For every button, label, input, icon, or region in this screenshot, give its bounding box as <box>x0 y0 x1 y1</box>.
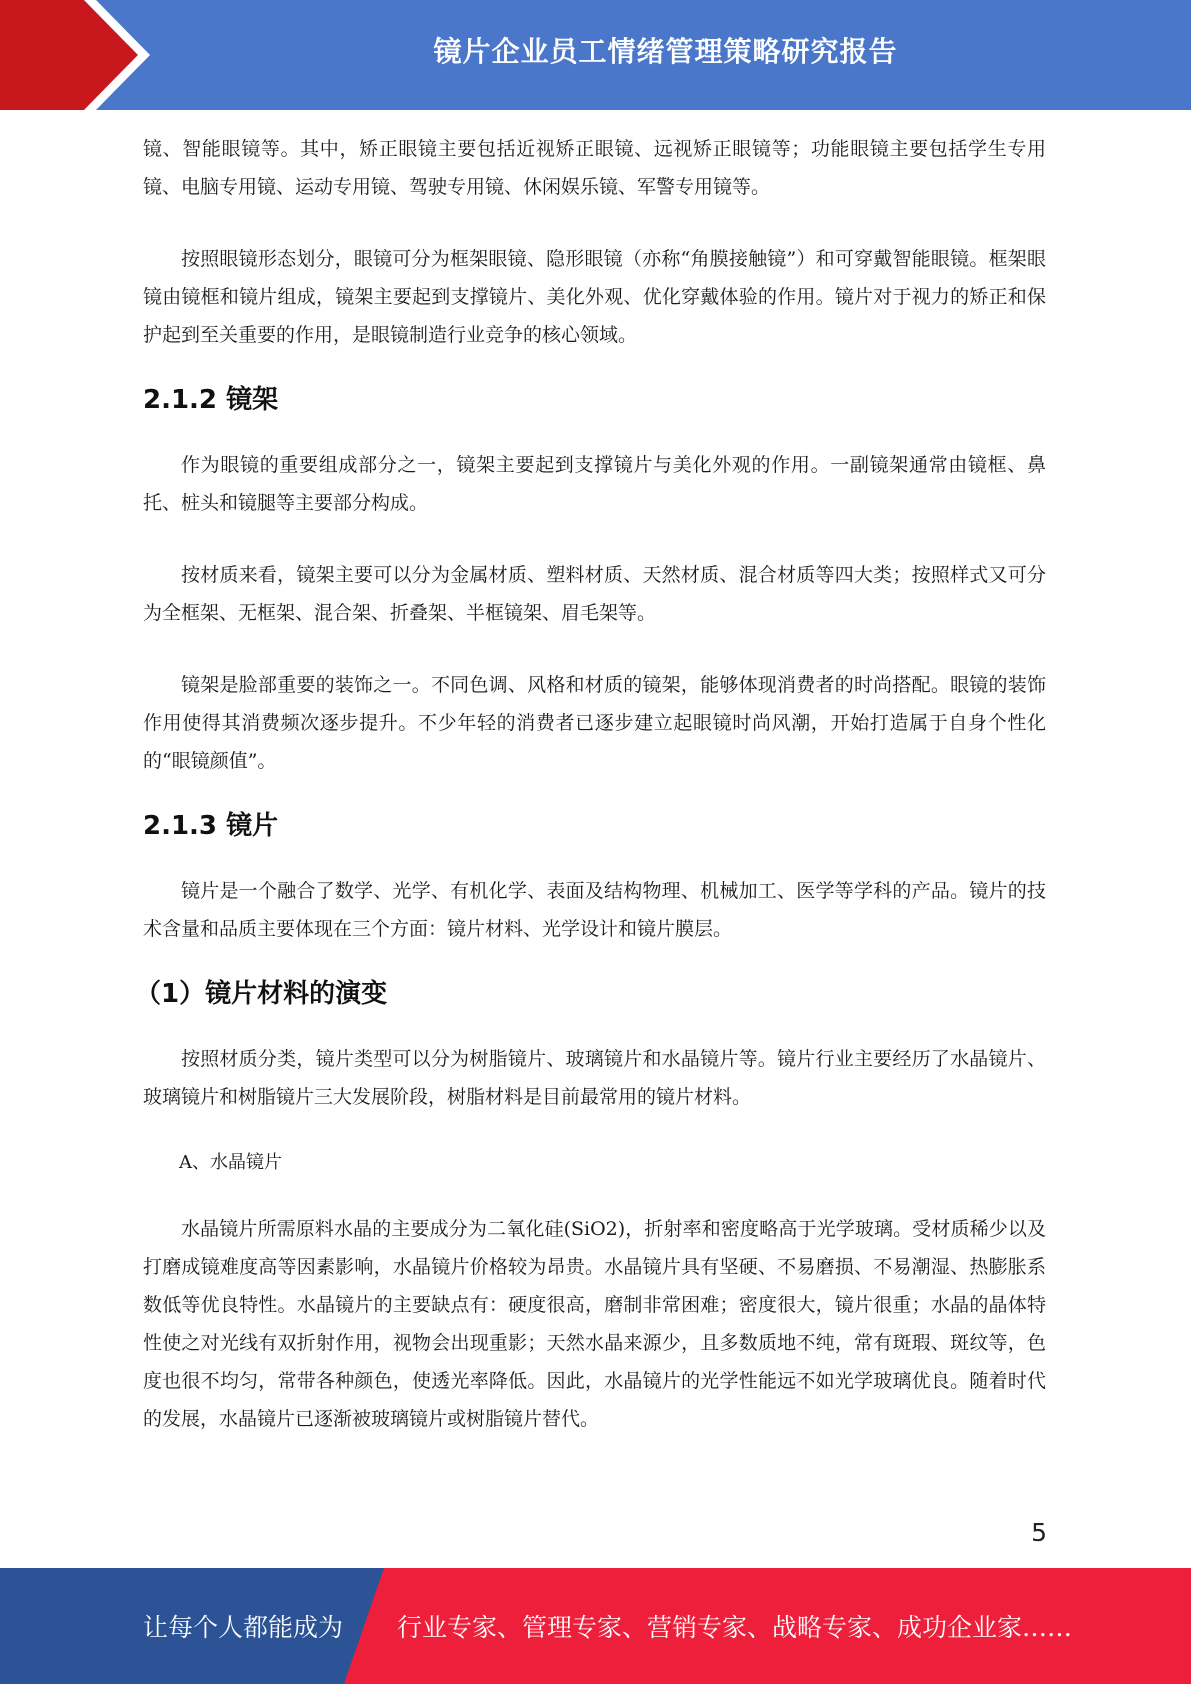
page-footer <box>0 1568 1191 1684</box>
main-content <box>135 130 1046 1438</box>
section-heading-2-1-3: 2.1.3 镜片 <box>143 811 279 841</box>
paragraph: 镜架是脸部重要的装饰之一。不同色调、风格和材质的镜架，能够体现消费者的时尚搭配。眼镜的装饰作用使得其消费频次逐步提升。不少年轻的消费者已逐步建立起眼镜时尚风潮，开始打造属于自身个性化的“眼镜颜值”。 <box>143 674 1046 772</box>
paragraph: 按照眼镜形态划分，眼镜可分为框架眼镜、隐形眼镜（亦称“角膜接触镜”）和可穿戴智能眼镜。框架眼镜由镜框和镜片组成，镜架主要起到支撑镜片、美化外观、优化穿戴体验的作用。镜片对于视力的矫正和保护起到至关重要的作用，是眼镜制造行业竞争的核心领域。 <box>143 248 1046 346</box>
page-header <box>0 0 1191 110</box>
paragraph: 按材质来看，镜架主要可以分为金属材质、塑料材质、天然材质、混合材质等四大类；按照样式又可分为全框架、无框架、混合架、折叠架、半框镜架、眉毛架等。 <box>143 564 1046 624</box>
footer-slogan-right: 行业专家、管理专家、营销专家、战略专家、成功企业家…… <box>397 1613 1073 1642</box>
report-title: 镜片企业员工情绪管理策略研究报告 <box>433 35 898 68</box>
paragraph: 镜、智能眼镜等。其中，矫正眼镜主要包括近视矫正眼镜、远视矫正眼镜等；功能眼镜主要包括学生专用镜、电脑专用镜、运动专用镜、驾驶专用镜、休闲娱乐镜、军警专用镜等。 <box>143 138 1046 198</box>
paragraph: 水晶镜片所需原料水晶的主要成分为二氧化硅(SiO2)，折射率和密度略高于光学玻璃。受材质稀少以及打磨成镜难度高等因素影响，水晶镜片价格较为昂贵。水晶镜片具有坚硬、不易磨损、不易潮湿、热膨胀系数低等优良特性。水晶镜片的主要缺点有：硬度很高，磨制非常困难；密度很大，镜片很重；水晶的晶体特性使之对光线有双折射作用，视物会出现重影；天然水晶来源少，且多数质地不纯，常有斑瑕、斑纹等，色度也很不均匀，常带各种颜色，使透光率降低。因此，水晶镜片的光学性能远不如光学玻璃优良。随着时代的发展，水晶镜片已逐渐被玻璃镜片或树脂镜片替代。 <box>143 1218 1046 1430</box>
paragraph: 作为眼镜的重要组成部分之一，镜架主要起到支撑镜片与美化外观的作用。一副镜架通常由镜框、鼻托、桩头和镜腿等主要部分构成。 <box>143 454 1046 514</box>
subsection-heading-lens-material: （1）镜片材料的演变 <box>135 979 388 1009</box>
footer-slogan-left: 让每个人都能成为 <box>143 1613 344 1642</box>
page-number: 5 <box>1031 1518 1047 1547</box>
paragraph: 镜片是一个融合了数学、光学、有机化学、表面及结构物理、机械加工、医学等学科的产品。镜片的技术含量和品质主要体现在三个方面：镜片材料、光学设计和镜片膜层。 <box>143 880 1046 940</box>
section-heading-2-1-2: 2.1.2 镜架 <box>143 385 279 415</box>
item-label-crystal-lens: A、水晶镜片 <box>179 1152 282 1173</box>
paragraph: 按照材质分类，镜片类型可以分为树脂镜片、玻璃镜片和水晶镜片等。镜片行业主要经历了水晶镜片、玻璃镜片和树脂镜片三大发展阶段，树脂材料是目前最常用的镜片材料。 <box>143 1048 1046 1108</box>
